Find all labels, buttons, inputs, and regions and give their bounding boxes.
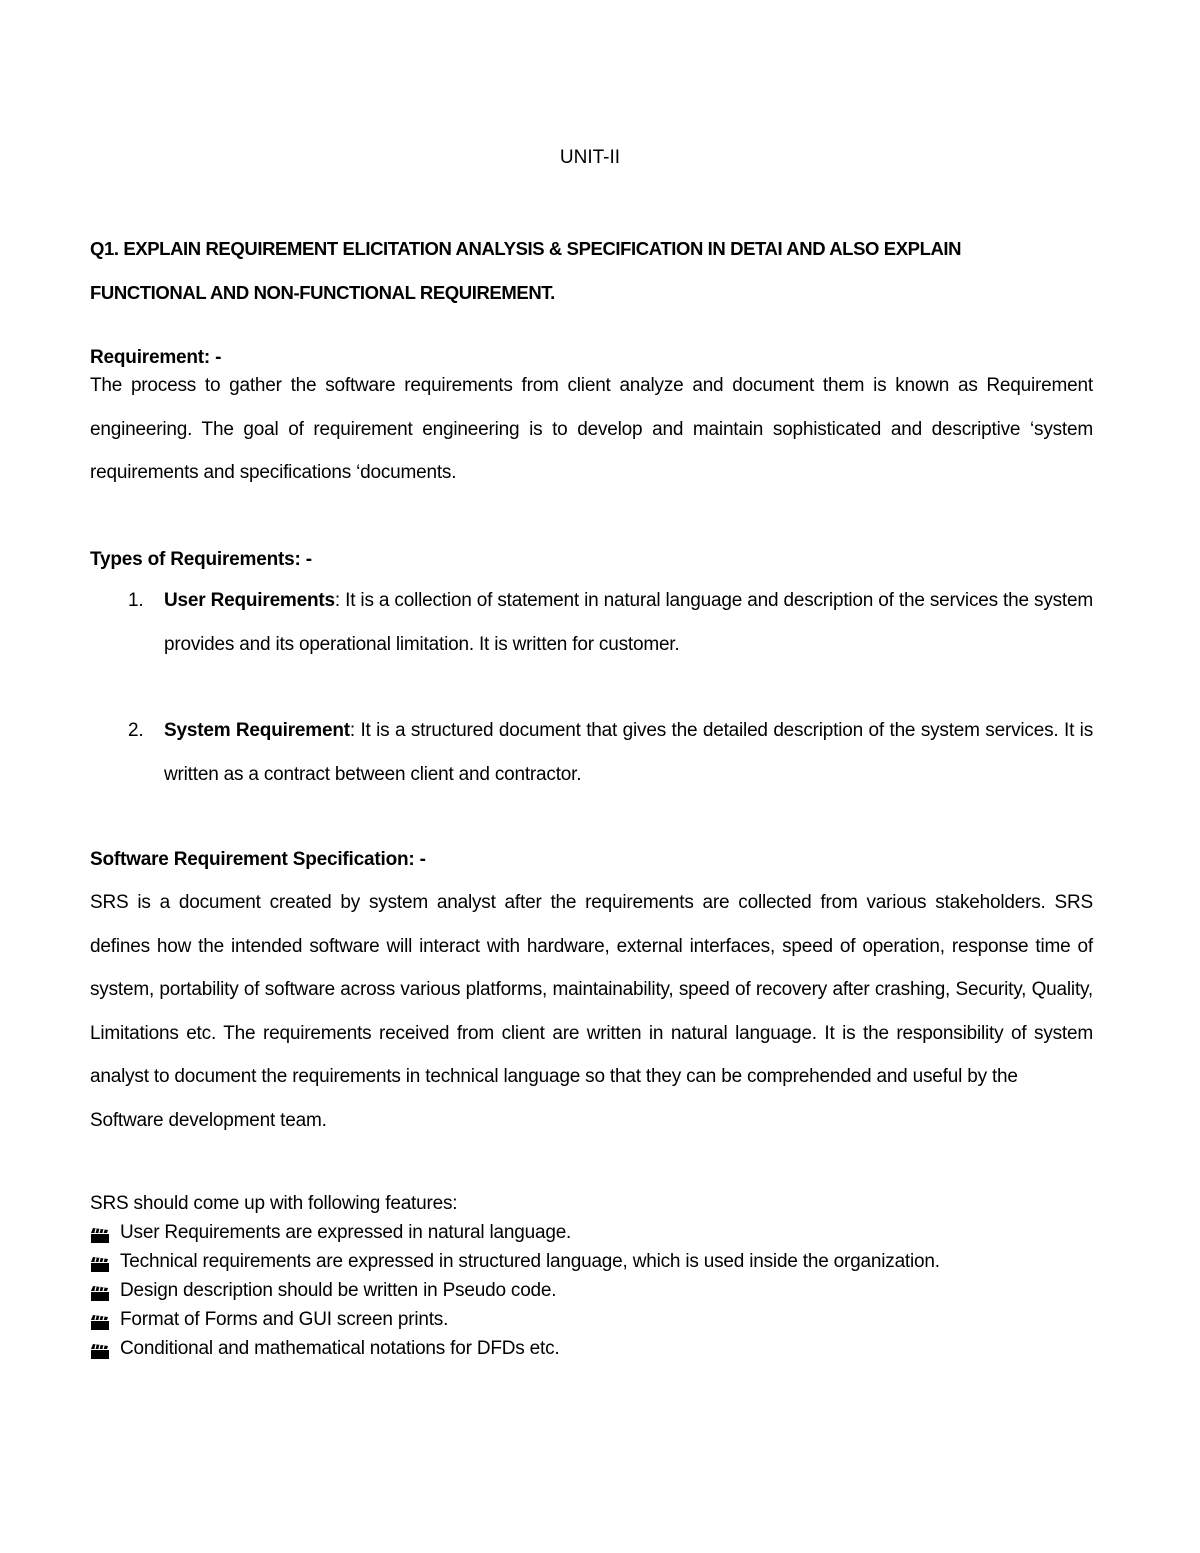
list-item-term: System Requirement xyxy=(164,720,350,741)
srs-heading: Software Requirement Specification: - xyxy=(90,849,426,870)
features-intro: SRS should come up with following features: xyxy=(90,1193,458,1214)
clapperboard-icon xyxy=(90,1311,110,1328)
list-item-text xyxy=(164,579,1093,666)
srs-paragraph-last-line: Software development team. xyxy=(90,1109,327,1131)
list-item-description: : It is a collection of statement in natural language and description of the services the system provides and its operational limitation. It is written for customer. xyxy=(164,590,1093,655)
feature-list-item xyxy=(90,1334,1100,1363)
feature-list-item xyxy=(90,1276,1100,1305)
requirement-paragraph: The process to gather the software requirements from client analyze and document them is known as Requirement engineering. The goal of requirement engineering is to develop and maintain sophisticated and descriptive ‘system requirements and specifications ‘documents. xyxy=(90,375,1093,483)
clapperboard-icon xyxy=(90,1340,110,1357)
feature-list-item xyxy=(90,1305,1100,1334)
list-item-text xyxy=(164,709,1093,796)
feature-text: User Requirements are expressed in natural language. xyxy=(120,1222,572,1243)
list-item xyxy=(90,579,1093,666)
requirement-heading: Requirement: - xyxy=(90,347,222,368)
list-item-term: User Requirements xyxy=(164,590,335,611)
feature-text: Format of Forms and GUI screen prints. xyxy=(120,1309,449,1330)
srs-paragraph-text: SRS is a document created by system analyst after the requirements are collected from various stakeholders. SRS defines how the intended software will interact with hardware, external interfaces, speed of operation, response time of system, portability of software across various platforms, maintainability, speed of recovery after crashing, Security, Quality, Limitations etc. The requirements received from client are written in natural language. It is the responsibility of system analyst to document the requirements in technical language so that they can be comprehended and useful by the xyxy=(90,892,1093,1087)
feature-text: Conditional and mathematical notations for DFDs etc. xyxy=(120,1338,560,1359)
question-line-1: Q1. EXPLAIN REQUIREMENT ELICITATION ANALYSIS & SPECIFICATION IN DETAI AND ALSO EXPLAIN xyxy=(90,238,962,259)
list-item-description: : It is a structured document that gives the detailed description of the system services. It is written as a contract between client and contractor. xyxy=(164,720,1093,785)
feature-text: Technical requirements are expressed in structured language, which is used inside the organization. xyxy=(120,1251,940,1272)
question-heading xyxy=(90,227,1100,315)
feature-list-item xyxy=(90,1218,1100,1247)
feature-list-item xyxy=(90,1247,1100,1276)
clapperboard-icon xyxy=(90,1282,110,1299)
question-line-2: FUNCTIONAL AND NON-FUNCTIONAL REQUIREMENT. xyxy=(90,282,555,303)
feature-list xyxy=(90,1218,1100,1363)
feature-text: Design description should be written in Pseudo code. xyxy=(120,1280,557,1301)
clapperboard-icon xyxy=(90,1224,110,1241)
features-section xyxy=(90,1190,1100,1363)
types-heading: Types of Requirements: - xyxy=(90,549,312,570)
srs-paragraph xyxy=(90,881,1093,1142)
list-number: 1. xyxy=(128,590,144,611)
list-item xyxy=(90,709,1093,796)
list-number: 2. xyxy=(128,720,144,741)
clapperboard-icon xyxy=(90,1253,110,1270)
unit-title: UNIT-II xyxy=(559,147,621,168)
